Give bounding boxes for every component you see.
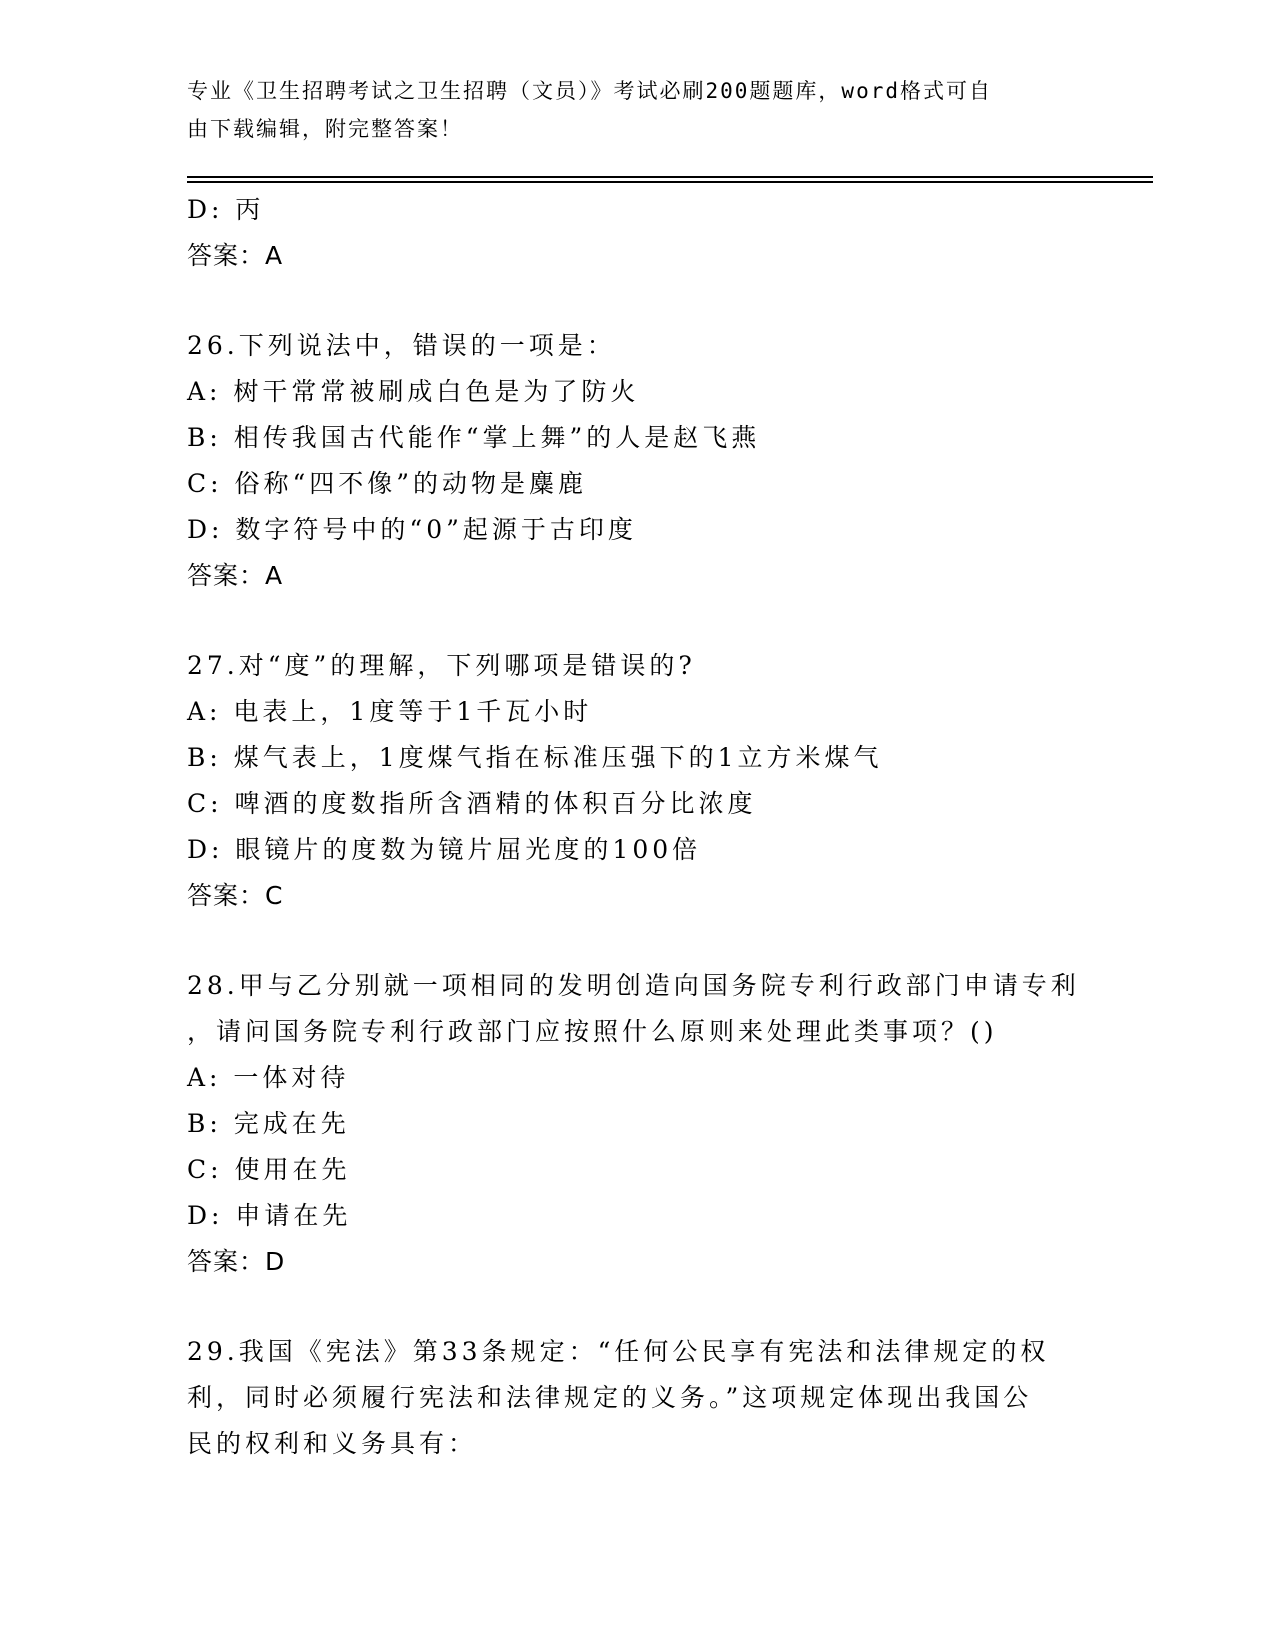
spacer [187, 919, 1087, 963]
question-list [187, 187, 1087, 1467]
option-c: C: 啤酒的度数指所含酒精的体积百分比浓度 [187, 789, 757, 818]
spacer [187, 279, 1087, 323]
question-stem-line-1: 29.我国《宪法》第33条规定：“任何公民享有宪法和法律规定的权 [187, 1337, 1050, 1366]
option-d: D: 眼镜片的度数为镜片屈光度的100倍 [187, 835, 702, 864]
question-27 [187, 643, 1087, 919]
question-26 [187, 323, 1087, 599]
page-header [187, 72, 1067, 148]
option-a: A: 电表上，1度等于1千瓦小时 [187, 697, 593, 726]
question-28 [187, 963, 1087, 1285]
option-d: D: 申请在先 [187, 1201, 352, 1230]
spacer [187, 1285, 1087, 1329]
header-line-1: 专业《卫生招聘考试之卫生招聘（文员）》考试必刷200题题库，word格式可自 [187, 79, 992, 103]
question-stem-line-2: 利，同时必须履行宪法和法律规定的义务。”这项规定体现出我国公 [187, 1383, 1033, 1412]
answer-line: 答案：A [187, 241, 284, 270]
spacer [187, 599, 1087, 643]
option-a: A: 一体对待 [187, 1063, 350, 1092]
question-stem: 26.下列说法中，错误的一项是： [187, 331, 616, 360]
option-b: B: 相传我国古代能作“掌上舞”的人是赵飞燕 [187, 423, 761, 452]
header-divider-bottom [187, 181, 1153, 183]
header-divider-top [187, 176, 1153, 178]
question-25-tail [187, 187, 1087, 279]
header-line-2: 由下载编辑，附完整答案！ [187, 117, 463, 141]
option-c: C: 使用在先 [187, 1155, 351, 1184]
answer-line: 答案：A [187, 561, 284, 590]
option-b: B: 煤气表上，1度煤气指在标准压强下的1立方米煤气 [187, 743, 883, 772]
answer-line: 答案：D [187, 1247, 286, 1276]
question-stem-line-3: 民的权利和义务具有： [187, 1429, 478, 1458]
question-stem: 27.对“度”的理解，下列哪项是错误的? [187, 651, 696, 680]
question-stem-line-1: 28.甲与乙分别就一项相同的发明创造向国务院专利行政部门申请专利 [187, 971, 1080, 1000]
option-d: D: 数字符号中的“0”起源于古印度 [187, 515, 637, 544]
option-b: B: 完成在先 [187, 1109, 350, 1138]
option-a: A: 树干常常被刷成白色是为了防火 [187, 377, 640, 406]
answer-line: 答案：C [187, 881, 284, 910]
question-stem-line-2: ，请问国务院专利行政部门应按照什么原则来处理此类事项？() [187, 1017, 998, 1046]
option-d: D: 丙 [187, 195, 265, 224]
question-29 [187, 1329, 1087, 1467]
option-c: C: 俗称“四不像”的动物是麋鹿 [187, 469, 588, 498]
